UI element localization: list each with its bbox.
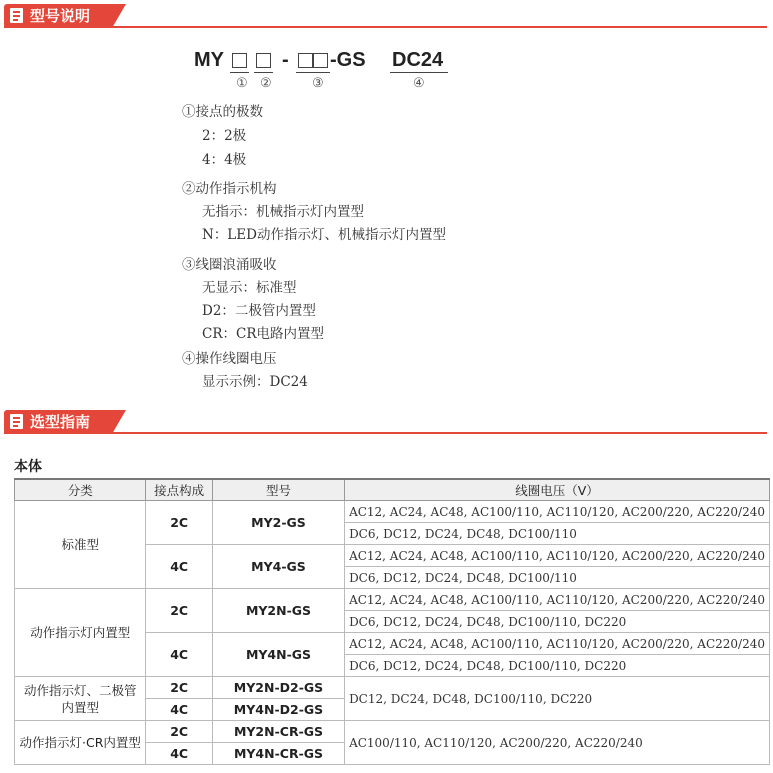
contact-cell: 2C	[146, 721, 213, 743]
section-heading-select: 选型指南	[30, 413, 91, 431]
category-cell: 标准型	[15, 501, 146, 589]
model-suffix: -GS	[330, 49, 366, 71]
table-header-row	[15, 479, 770, 501]
table-row	[15, 501, 770, 523]
marker-1: ①	[236, 76, 248, 91]
contact-cell: 4C	[146, 545, 213, 589]
model-cell: MY2N-CR-GS	[212, 721, 344, 743]
exp-item: 显示示例：DC24	[202, 374, 308, 390]
category-cell: 动作指示灯、二极管内置型	[15, 677, 146, 721]
model-cell: MY2N-GS	[212, 589, 344, 633]
header-voltage: 线圈电压（V）	[345, 479, 770, 501]
header-model: 型号	[212, 479, 344, 501]
model-cell: MY4N-CR-GS	[212, 743, 344, 765]
exp-item: N：LED动作指示灯、机械指示灯内置型	[202, 227, 446, 243]
contact-cell: 2C	[146, 677, 213, 699]
voltage-cell: DC6, DC12, DC24, DC48, DC100/110	[345, 523, 770, 545]
category-cell: 动作指示灯·CR内置型	[15, 721, 146, 765]
placeholder-box-2	[256, 53, 271, 68]
placeholder-box-1	[232, 53, 247, 68]
exp-item: 无显示：标准型	[202, 280, 297, 296]
model-cell: MY4-GS	[212, 545, 344, 589]
model-cell: MY2-GS	[212, 501, 344, 545]
model-voltage: DC24	[392, 49, 444, 71]
model-cell: MY4N-GS	[212, 633, 344, 677]
voltage-cell: DC6, DC12, DC24, DC48, DC100/110	[345, 567, 770, 589]
model-cell: MY4N-D2-GS	[212, 699, 344, 721]
category-cell: 动作指示灯内置型	[15, 589, 146, 677]
exp-item: 无指示：机械指示灯内置型	[202, 204, 364, 220]
placeholder-box-3a	[298, 53, 313, 68]
exp-item: 2：2极	[202, 128, 247, 144]
exp-item: CR：CR电路内置型	[202, 326, 324, 342]
document-icon	[10, 8, 23, 23]
marker-3: ③	[312, 76, 324, 91]
header-category: 分类	[15, 479, 146, 501]
voltage-cell: DC12, DC24, DC48, DC100/110, DC220	[345, 677, 770, 721]
exp-title-1: ①接点的极数	[182, 104, 263, 120]
model-prefix: MY	[194, 49, 224, 71]
exp-title-4: ④操作线圈电压	[182, 351, 277, 367]
table-title: 本体	[14, 459, 42, 475]
marker-2: ②	[260, 76, 272, 91]
marker-4: ④	[413, 76, 425, 91]
table-row	[15, 721, 770, 743]
contact-cell: 4C	[146, 743, 213, 765]
exp-item: 4：4极	[202, 152, 247, 168]
contact-cell: 4C	[146, 633, 213, 677]
selection-guide-banner	[0, 410, 773, 434]
exp-title-2: ②动作指示机构	[182, 181, 277, 197]
voltage-cell: AC12, AC24, AC48, AC100/110, AC110/120, AC200/220, AC220/240	[345, 545, 770, 567]
contact-cell: 4C	[146, 699, 213, 721]
placeholder-box-3b	[313, 53, 328, 68]
exp-item: D2：二极管内置型	[202, 303, 316, 319]
voltage-cell: AC100/110, AC110/120, AC200/220, AC220/240	[345, 721, 770, 765]
document-icon	[10, 414, 23, 429]
model-dash: -	[282, 49, 289, 71]
section-heading-model: 型号说明	[30, 7, 91, 25]
voltage-cell: AC12, AC24, AC48, AC100/110, AC110/120, AC200/220, AC220/240	[345, 501, 770, 523]
contact-cell: 2C	[146, 589, 213, 633]
model-cell: MY2N-D2-GS	[212, 677, 344, 699]
selection-table	[14, 478, 770, 765]
table-row	[15, 677, 770, 699]
contact-cell: 2C	[146, 501, 213, 545]
voltage-cell: DC6, DC12, DC24, DC48, DC100/110, DC220	[345, 655, 770, 677]
voltage-cell: AC12, AC24, AC48, AC100/110, AC110/120, AC200/220, AC220/240	[345, 633, 770, 655]
table-row	[15, 589, 770, 611]
exp-title-3: ③线圈浪涌吸收	[182, 257, 277, 273]
voltage-cell: AC12, AC24, AC48, AC100/110, AC110/120, AC200/220, AC220/240	[345, 589, 770, 611]
voltage-cell: DC6, DC12, DC24, DC48, DC100/110, DC220	[345, 611, 770, 633]
model-description-banner	[0, 4, 773, 28]
header-contact: 接点构成	[146, 479, 213, 501]
